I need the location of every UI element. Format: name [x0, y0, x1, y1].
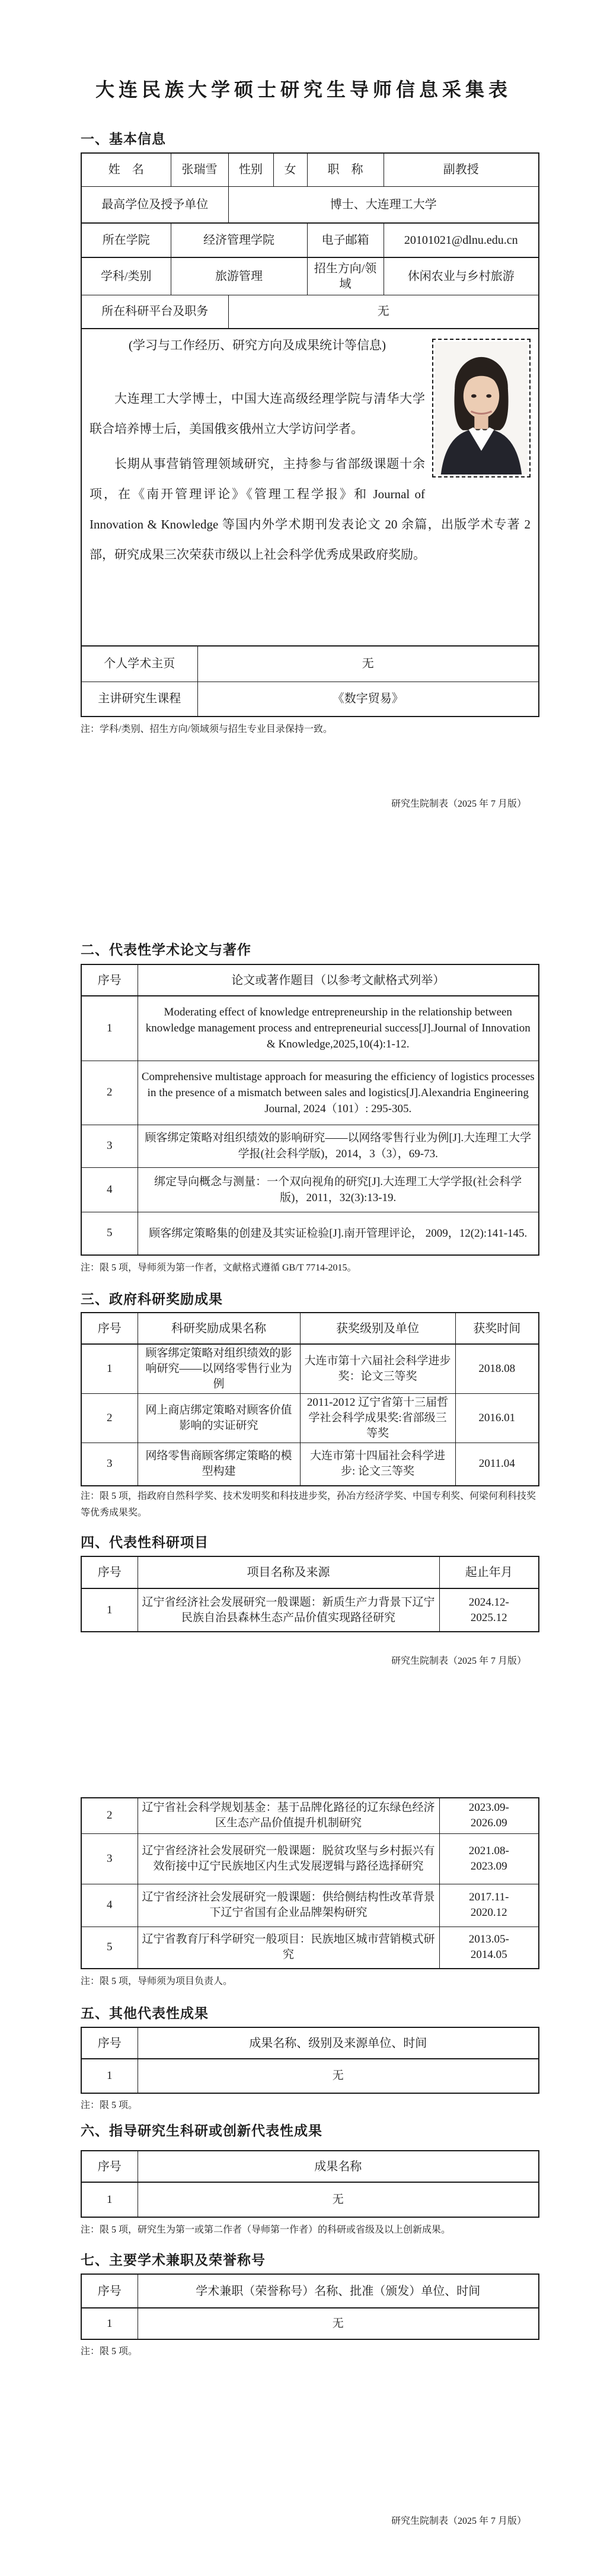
profile-paragraph-2: 长期从事营销管理领域研究，主持参与省部级课题十余项，在《南开管理评论》《管理工程学报》和 Journal of Innovation & Knowledge 等国内外学术期刊发表论文 20 余篇，出版学术专著 2 部，研究成果三次荣获市级以上社会科学优秀成果政府奖励。	[90, 457, 531, 562]
direction-label: 招生方向/领域	[307, 257, 384, 295]
table-row	[81, 1443, 539, 1486]
other-name: 无	[138, 2059, 539, 2093]
award-name: 顾客绑定策略对组织绩效的影响研究——以网络零售行业为例	[138, 1344, 300, 1394]
page-title: 大连民族大学硕士研究生导师信息采集表	[95, 79, 512, 100]
project-no: 5	[81, 1927, 138, 1969]
other-col-no: 序号	[81, 2027, 138, 2059]
paper-no: 5	[81, 1212, 138, 1255]
table-row	[81, 1798, 539, 1833]
project-period-end: 2020.12	[470, 1906, 507, 1919]
discipline-value: 旅游管理	[171, 257, 307, 295]
table-header-row	[81, 964, 539, 996]
project-period-start: 2021.08-	[468, 1844, 509, 1857]
honor-no: 1	[81, 2308, 138, 2339]
name-label: 姓 名	[81, 153, 171, 186]
platform-value: 无	[228, 295, 539, 329]
profile-paragraph-1: 大连理工大学博士，中国大连高级经理学院与清华大学联合培养博士后，美国俄亥俄州立大学访问学者。	[90, 391, 425, 436]
honors-col-no: 序号	[81, 2274, 138, 2308]
page-footer-2: 研究生院制表（2025 年 7 月版）	[391, 1656, 526, 1666]
portrait-image	[435, 342, 528, 475]
honor-name: 无	[138, 2308, 539, 2339]
award-level: 大连市第十四届社会科学进步: 论文三等奖	[300, 1443, 455, 1486]
project-name: 辽宁省经济社会发展研究一般课题：新质生产力背景下辽宁民族自治县森林生态产品价值实现路径研究	[138, 1588, 439, 1632]
project-period-end: 2025.12	[470, 1611, 507, 1624]
table-row	[81, 1125, 539, 1167]
title-value: 副教授	[384, 153, 539, 186]
table-row	[81, 186, 539, 223]
table-row	[81, 329, 539, 646]
gender-label: 性别	[228, 153, 273, 186]
table-header-row	[81, 2274, 539, 2308]
direction-value: 休闲农业与乡村旅游	[384, 257, 539, 295]
award-name: 网络零售商顾客绑定策略的模型构建	[138, 1443, 300, 1486]
awards-note: 注：限 5 项，指政府自然科学奖、技术发明奖和科技进步奖，孙冶方经济学奖、中国专利奖、何梁何利科技奖等优秀成果奖。	[81, 1491, 536, 1518]
honors-col-name: 学术兼职（荣誉称号）名称、批准（颁发）单位、时间	[138, 2274, 539, 2308]
projects-col-period: 起止年月	[439, 1556, 539, 1588]
project-period	[439, 1588, 539, 1632]
project-no: 1	[81, 1588, 138, 1632]
table-header-row	[81, 1313, 539, 1344]
project-no: 3	[81, 1833, 138, 1884]
profile-caption: (学习与工作经历、研究方向及成果统计等信息)	[129, 338, 386, 352]
table-row	[81, 646, 539, 682]
award-no: 3	[81, 1443, 138, 1486]
project-period-end: 2014.05	[470, 1948, 507, 1962]
project-period-end: 2026.09	[470, 1817, 507, 1830]
student-achievements-note: 注：限 5 项，研究生为第一或第二作者（导师第一作者）的科研或省级及以上创新成果。	[81, 2225, 451, 2235]
table-row	[81, 1394, 539, 1443]
project-period	[439, 1798, 539, 1833]
awards-table	[81, 1312, 539, 1486]
other-achievements-table	[81, 2027, 539, 2094]
table-header-row	[81, 1556, 539, 1588]
paper-title: 绑定导向概念与测量：一个双向视角的研究[J].大连理工大学学报(社会科学版)，2011，32(3):13-19.	[138, 1167, 539, 1212]
projects-col-name: 项目名称及来源	[138, 1556, 439, 1588]
table-row	[81, 1061, 539, 1125]
paper-title: 顾客绑定策略集的创建及其实证检验[J].南开管理评论， 2009，12(2):141-145.	[138, 1212, 539, 1255]
table-row	[81, 153, 539, 186]
table-row	[81, 996, 539, 1061]
project-name: 辽宁省经济社会发展研究一般课题：供给侧结构性改革背景下辽宁省国有企业品牌架构研究	[138, 1884, 439, 1927]
paper-no: 2	[81, 1061, 138, 1125]
table-row	[81, 2059, 539, 2093]
table-row	[81, 295, 539, 329]
basic-info-table	[81, 152, 539, 717]
award-no: 1	[81, 1344, 138, 1394]
section-heading-student: 六、指导研究生科研或创新代表性成果	[81, 2123, 322, 2138]
homepage-value: 无	[197, 646, 539, 682]
awards-col-no: 序号	[81, 1313, 138, 1344]
table-row	[81, 1344, 539, 1394]
project-period-start: 2017.11-	[469, 1891, 509, 1903]
course-label: 主讲研究生课程	[81, 682, 197, 717]
other-col-name: 成果名称、级别及来源单位、时间	[138, 2027, 539, 2059]
paper-title: 顾客绑定策略对组织绩效的影响研究——以网络零售行业为例[J].大连理工大学学报(社会科学版)，2014，3（3），69-73.	[138, 1125, 539, 1167]
platform-label: 所在科研平台及职务	[81, 295, 228, 329]
project-period	[439, 1884, 539, 1927]
college-label: 所在学院	[81, 223, 171, 257]
projects-note: 注：限 5 项，导师须为项目负责人。	[81, 1976, 233, 1986]
degree-label: 最高学位及授予单位	[81, 186, 228, 223]
titles-honors-table	[81, 2273, 539, 2340]
table-row	[81, 1167, 539, 1212]
project-period	[439, 1833, 539, 1884]
profile-cell	[81, 329, 539, 646]
section-heading-honors: 七、主要学术兼职及荣誉称号	[81, 2252, 266, 2268]
paper-title: Moderating effect of knowledge entrepreneurship in the relationship between knowledge management process and entrepreneurial success[J].Journal of Innovation & Knowledge,2025,10(4):1-12.	[138, 996, 539, 1061]
page-footer-3: 研究生院制表（2025 年 7 月版）	[391, 2516, 526, 2526]
paper-no: 3	[81, 1125, 138, 1167]
project-no: 2	[81, 1798, 138, 1833]
student-no: 1	[81, 2182, 138, 2217]
titles-honors-note: 注：限 5 项。	[81, 2346, 138, 2357]
other-achievements-note: 注：限 5 项。	[81, 2100, 138, 2110]
other-no: 1	[81, 2059, 138, 2093]
project-name: 辽宁省教育厅科学研究一般项目：民族地区城市营销模式研究	[138, 1927, 439, 1969]
table-header-row	[81, 2027, 539, 2059]
table-row	[81, 257, 539, 295]
awards-col-level: 获奖级别及单位	[300, 1313, 455, 1344]
homepage-label: 个人学术主页	[81, 646, 197, 682]
college-value: 经济管理学院	[171, 223, 307, 257]
table-row	[81, 682, 539, 717]
student-col-name: 成果名称	[138, 2151, 539, 2182]
projects-table-part2	[81, 1797, 539, 1969]
table-row	[81, 1588, 539, 1632]
award-no: 2	[81, 1394, 138, 1443]
papers-col-title: 论文或著作题目（以参考文献格式列举）	[138, 964, 539, 996]
project-period-start: 2013.05-	[468, 1933, 509, 1946]
basic-info-note: 注：学科/类别、招生方向/领域须与招生专业目录保持一致。	[81, 724, 333, 734]
award-date: 2011.04	[455, 1443, 539, 1486]
award-name: 网上商店绑定策略对顾客价值影响的实证研究	[138, 1394, 300, 1443]
email-value: 20101021@dlnu.edu.cn	[384, 223, 539, 257]
award-level: 2011-2012 辽宁省第十三届哲学社会科学成果奖:省部级三等奖	[300, 1394, 455, 1443]
papers-table	[81, 964, 539, 1256]
discipline-label: 学科/类别	[81, 257, 171, 295]
paper-title: Comprehensive multistage approach for measuring the efficiency of logistics processes in the presence of a mismatch between sales and logistics[J].Alexandria Engineering Journal, 2024（101）: 295-305.	[138, 1061, 539, 1125]
papers-note: 注：限 5 项，导师须为第一作者，文献格式遵循 GB/T 7714-2015。	[81, 1263, 357, 1273]
student-achievements-table	[81, 2150, 539, 2218]
paper-no: 4	[81, 1167, 138, 1212]
gender-value: 女	[273, 153, 307, 186]
projects-table-part1	[81, 1556, 539, 1632]
section-heading-papers: 二、代表性学术论文与著作	[81, 942, 251, 957]
award-level: 大连市第十六届社会科学进步奖：论文三等奖	[300, 1344, 455, 1394]
table-header-row	[81, 2151, 539, 2182]
paper-no: 1	[81, 996, 138, 1061]
supervisor-photo	[432, 339, 531, 477]
email-label: 电子邮箱	[307, 223, 384, 257]
section-heading-projects: 四、代表性科研项目	[81, 1534, 209, 1550]
student-col-no: 序号	[81, 2151, 138, 2182]
student-name: 无	[138, 2182, 539, 2217]
table-row	[81, 223, 539, 257]
awards-col-date: 获奖时间	[455, 1313, 539, 1344]
awards-col-name: 科研奖励成果名称	[138, 1313, 300, 1344]
table-row	[81, 2308, 539, 2339]
table-row	[81, 1833, 539, 1884]
project-name: 辽宁省经济社会发展研究一般课题：脱贫攻坚与乡村振兴有效衔接中辽宁民族地区内生式发展逻辑与路径选择研究	[138, 1833, 439, 1884]
title-label: 职 称	[307, 153, 384, 186]
section-heading-awards: 三、政府科研奖励成果	[81, 1291, 223, 1307]
project-name: 辽宁省社会科学规划基金：基于品牌化路径的辽东绿色经济区生态产品价值提升机制研究	[138, 1798, 439, 1833]
table-row	[81, 2182, 539, 2217]
table-row	[81, 1927, 539, 1969]
project-period	[439, 1927, 539, 1969]
projects-col-no: 序号	[81, 1556, 138, 1588]
table-row	[81, 1212, 539, 1255]
project-no: 4	[81, 1884, 138, 1927]
papers-col-no: 序号	[81, 964, 138, 996]
section-heading-basic-info: 一、基本信息	[81, 131, 166, 147]
section-heading-other: 五、其他代表性成果	[81, 2005, 209, 2021]
name-value: 张瑞雪	[171, 153, 228, 186]
page-footer-1: 研究生院制表（2025 年 7 月版）	[391, 799, 526, 809]
project-period-start: 2024.12-	[468, 1596, 509, 1609]
course-value: 《数字贸易》	[197, 682, 539, 717]
award-date: 2018.08	[455, 1344, 539, 1394]
table-row	[81, 1884, 539, 1927]
project-period-start: 2023.09-	[468, 1801, 509, 1814]
degree-value: 博士、大连理工大学	[228, 186, 539, 223]
project-period-end: 2023.09	[470, 1859, 507, 1873]
award-date: 2016.01	[455, 1394, 539, 1443]
